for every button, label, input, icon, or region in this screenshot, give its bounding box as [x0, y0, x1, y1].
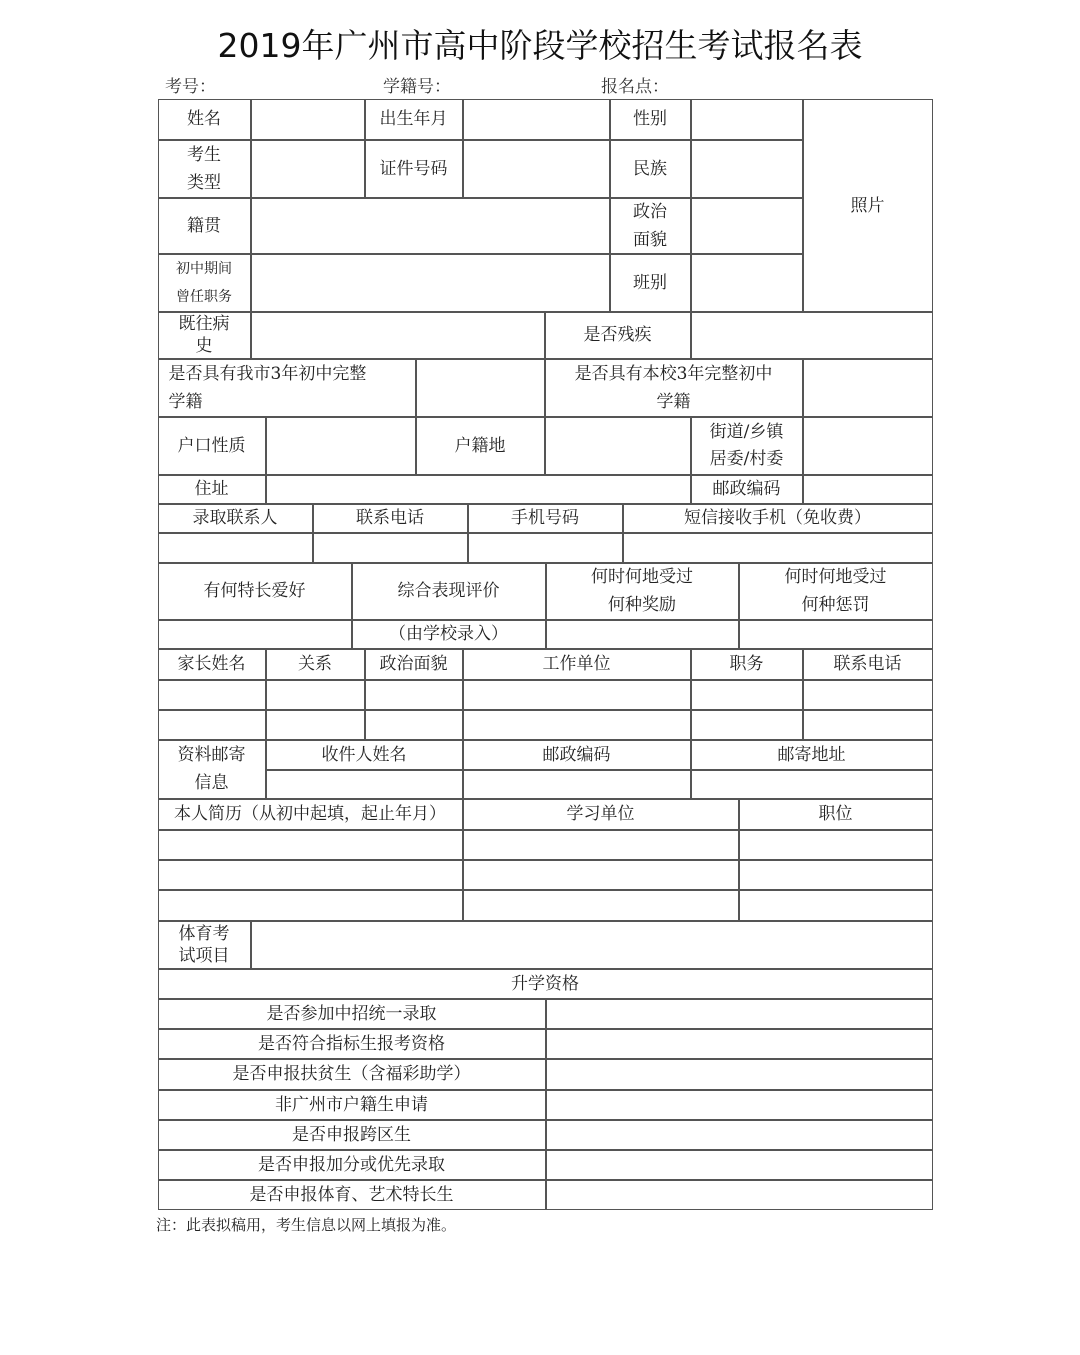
hobby-label: 有何特长爱好: [158, 563, 352, 620]
junior-duty-field[interactable]: [251, 254, 610, 312]
punishment-label: 何时何地受过 何种惩罚: [739, 563, 933, 620]
mail-address-header: 邮寄地址: [691, 740, 933, 770]
parent-field[interactable]: [365, 710, 463, 740]
resume-field[interactable]: [463, 890, 739, 921]
native-place-field[interactable]: [251, 198, 610, 254]
resume-field[interactable]: [158, 830, 463, 860]
street-committee-label: 街道/乡镇 居委/村委: [691, 417, 803, 475]
ethnic-label: 民族: [610, 140, 691, 198]
sms-mobile-label: 短信接收手机（免收费）: [623, 504, 933, 533]
city-registry-label: 是否具有我市3年初中完整 学籍: [158, 359, 416, 417]
parent-field[interactable]: [463, 680, 691, 710]
admission-contact-label: 录取联系人: [158, 504, 313, 533]
hobby-field[interactable]: [158, 620, 352, 649]
birth-label: 出生年月: [365, 99, 463, 140]
parent-name-header: 家长姓名: [158, 649, 266, 680]
parent-field[interactable]: [463, 710, 691, 740]
registration-site-label: 报名点：: [601, 77, 669, 97]
medical-history-label: 既往病 史: [158, 312, 251, 359]
disability-label: 是否残疾: [545, 312, 691, 359]
form-title: 2019年广州市高中阶段学校招生考试报名表: [217, 26, 863, 65]
school-registry-field[interactable]: [803, 359, 933, 417]
parent-position-header: 职务: [691, 649, 803, 680]
mail-info-label: 资料邮寄 信息: [158, 740, 266, 799]
qualification-field[interactable]: [546, 1090, 933, 1120]
evaluation-label: 综合表现评价: [352, 563, 546, 620]
award-field[interactable]: [546, 620, 739, 649]
mobile-label: 手机号码: [468, 504, 623, 533]
hukou-type-field[interactable]: [266, 417, 416, 475]
name-label: 姓名: [158, 99, 251, 140]
birth-field[interactable]: [463, 99, 610, 140]
postcode-label: 邮政编码: [691, 475, 803, 504]
qualification-item: 是否符合指标生报考资格: [158, 1029, 546, 1059]
disability-field[interactable]: [691, 312, 933, 359]
recipient-header: 收件人姓名: [266, 740, 463, 770]
relation-header: 关系: [266, 649, 365, 680]
parent-field[interactable]: [803, 680, 933, 710]
qualification-item: 非广州市户籍生申请: [158, 1090, 546, 1120]
evaluation-field: （由学校录入）: [352, 620, 546, 649]
parent-phone-header: 联系电话: [803, 649, 933, 680]
mobile-field[interactable]: [468, 533, 623, 563]
qualification-field[interactable]: [546, 1029, 933, 1059]
qualification-field[interactable]: [546, 1120, 933, 1150]
qualification-item: 是否申报体育、艺术特长生: [158, 1180, 546, 1210]
id-number-label: 证件号码: [365, 140, 463, 198]
qualification-item: 是否申报加分或优先录取: [158, 1150, 546, 1180]
qualification-item: 是否申报扶贫生（含福彩助学）: [158, 1059, 546, 1090]
qualification-item: 是否申报跨区生: [158, 1120, 546, 1150]
parent-field[interactable]: [266, 680, 365, 710]
resume-field[interactable]: [739, 830, 933, 860]
hukou-place-label: 户籍地: [416, 417, 545, 475]
gender-field[interactable]: [691, 99, 803, 140]
school-registry-label: 是否具有本校3年完整初中 学籍: [545, 359, 803, 417]
mail-postcode-field[interactable]: [463, 770, 691, 799]
name-field[interactable]: [251, 99, 365, 140]
qualification-field[interactable]: [546, 1180, 933, 1210]
parent-field[interactable]: [158, 680, 266, 710]
parent-field[interactable]: [803, 710, 933, 740]
parent-political-header: 政治面貌: [365, 649, 463, 680]
resume-label: 本人简历（从初中起填，起止年月）: [158, 799, 463, 830]
student-number-label: 学籍号：: [383, 77, 451, 97]
parent-field[interactable]: [691, 680, 803, 710]
sms-mobile-field[interactable]: [623, 533, 933, 563]
resume-field[interactable]: [463, 860, 739, 890]
class-field[interactable]: [691, 254, 803, 312]
punishment-field[interactable]: [739, 620, 933, 649]
candidate-type-field[interactable]: [251, 140, 365, 198]
postcode-field[interactable]: [803, 475, 933, 504]
medical-history-field[interactable]: [251, 312, 545, 359]
qualification-field[interactable]: [546, 999, 933, 1029]
award-label: 何时何地受过 何种奖励: [546, 563, 739, 620]
resume-field[interactable]: [739, 860, 933, 890]
resume-position-header: 职位: [739, 799, 933, 830]
class-label: 班别: [610, 254, 691, 312]
footnote: 注：此表拟稿用，考生信息以网上填报为准。: [156, 1216, 457, 1234]
parent-field[interactable]: [266, 710, 365, 740]
id-number-field[interactable]: [463, 140, 610, 198]
hukou-type-label: 户口性质: [158, 417, 266, 475]
contact-phone-label: 联系电话: [313, 504, 468, 533]
qualification-item: 是否参加中招统一录取: [158, 999, 546, 1029]
mail-address-field[interactable]: [691, 770, 933, 799]
native-place-label: 籍贯: [158, 198, 251, 254]
ethnic-field[interactable]: [691, 140, 803, 198]
parent-field[interactable]: [691, 710, 803, 740]
candidate-type-label: 考生 类型: [158, 140, 251, 198]
resume-field[interactable]: [739, 890, 933, 921]
parent-field[interactable]: [365, 680, 463, 710]
sports-exam-label: 体育考 试项目: [158, 921, 251, 969]
mail-postcode-header: 邮政编码: [463, 740, 691, 770]
resume-field[interactable]: [158, 890, 463, 921]
resume-field[interactable]: [463, 830, 739, 860]
study-unit-header: 学习单位: [463, 799, 739, 830]
address-label: 住址: [158, 475, 266, 504]
gender-label: 性别: [610, 99, 691, 140]
hukou-place-field[interactable]: [545, 417, 691, 475]
resume-field[interactable]: [158, 860, 463, 890]
street-committee-field[interactable]: [803, 417, 933, 475]
recipient-field[interactable]: [266, 770, 463, 799]
exam-number-label: 考号：: [165, 77, 216, 97]
photo-box: 照片: [803, 99, 933, 312]
admission-contact-field[interactable]: [158, 533, 313, 563]
political-status-label: 政治 面貌: [610, 198, 691, 254]
junior-duty-label: 初中期间 曾任职务: [158, 254, 251, 312]
parent-field[interactable]: [158, 710, 266, 740]
contact-phone-field[interactable]: [313, 533, 468, 563]
sports-exam-field[interactable]: [251, 921, 933, 969]
work-unit-header: 工作单位: [463, 649, 691, 680]
city-registry-field[interactable]: [416, 359, 545, 417]
registration-table: [158, 99, 933, 1210]
qualification-field[interactable]: [546, 1150, 933, 1180]
address-field[interactable]: [266, 475, 691, 504]
political-status-field[interactable]: [691, 198, 803, 254]
qualification-field[interactable]: [546, 1059, 933, 1090]
qualification-header: 升学资格: [158, 969, 933, 999]
